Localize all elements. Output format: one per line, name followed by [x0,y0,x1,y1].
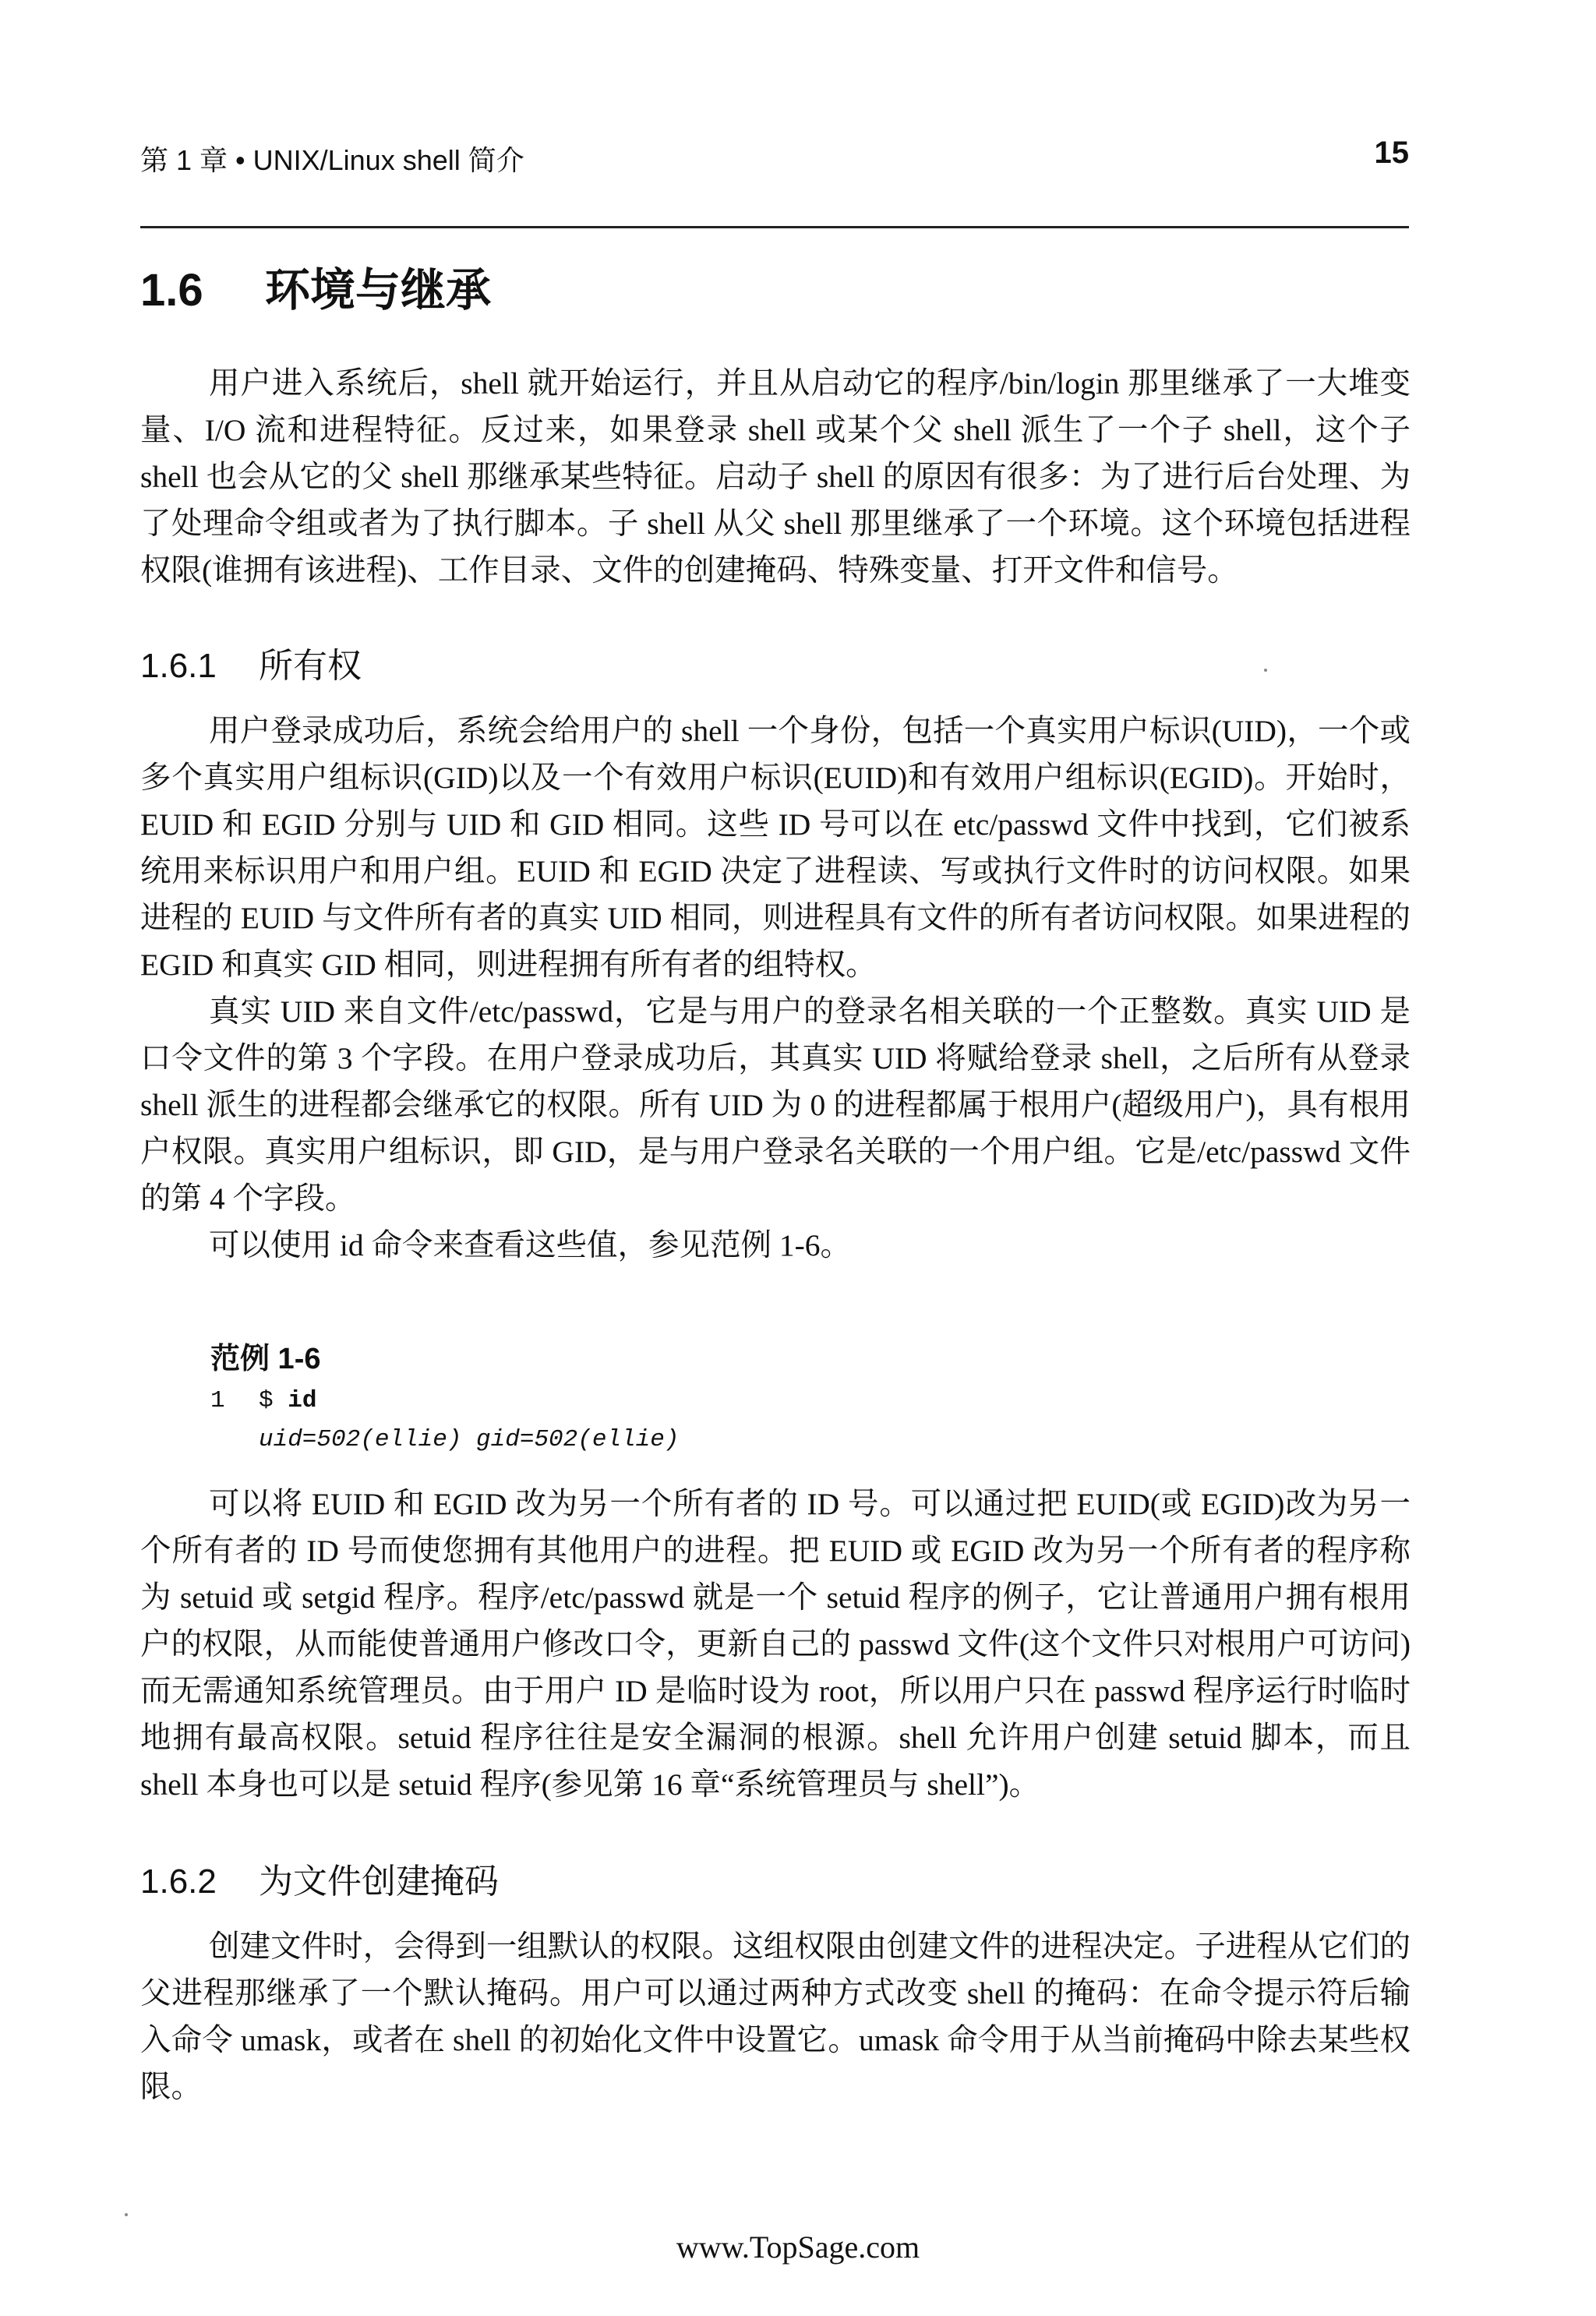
section-intro-paragraph: 用户进入系统后，shell 就开始运行，并且从启动它的程序/bin/login 那里继承了一大堆变量、I/O 流和进程特征。反过来，如果登录 shell 或某个父 shell 派生了一个子 shell，这个子 shell 也会从它的父 shell 那继承某些特征。启动子 shell 的原因有很多：为了进行后台处理、为了处理命令组或者为了执行脚本。子 shell 从父 shell 那里继承了一个环境。这个环境包括进程权限(谁拥有该进程)、工作目录、文件的创建掩码、特殊变量、打开文件和信号。 [140,366,1411,588]
ownership-paragraph-2: 真实 UID 来自文件/etc/passwd，它是与用户的登录名相关联的一个正整数。真实 UID 是口令文件的第 3 个字段。在用户登录成功后，其真实 UID 将赋给登录 shell，之后所有从登录 shell 派生的进程都会继承它的权限。所有 UID 为 0 的进程都属于根用户(超级用户)，具有根用户权限。真实用户组标识，即 GID，是与用户登录名关联的一个用户组。它是/etc/passwd 文件的第 4 个字段。 [140,994,1411,1216]
setuid-paragraph: 可以将 EUID 和 EGID 改为另一个所有者的 ID 号。可以通过把 EUID(或 EGID)改为另一个所有者的 ID 号而使您拥有其他用户的进程。把 EUID 或 EGID 改为另一个所有者的程序称为 setuid 或 setgid 程序。程序/etc/passwd 就是一个 setuid 程序的例子，它让普通用户拥有根用户的权限，从而能使普通用户修改口令，更新自己的 passwd 文件(这个文件只对根用户可访问)而无需通知系统管理员。由于用户 ID 是临时设为 root，所以用户只在 passwd 程序运行时临时地拥有最高权限。setuid 程序往往是安全漏洞的根源。shell 允许用户创建 setuid 脚本，而且 shell 本身也可以是 setuid 程序(参见第 16 章“系统管理员与 shell”)。 [140,1487,1411,1802]
subsection-number: 1.6.2 [140,1862,217,1901]
scan-speck [1264,669,1267,672]
scan-speck [125,2213,128,2216]
ownership-paragraph-3: 可以使用 id 命令来查看这些值，参见范例 1-6。 [209,1228,852,1262]
header-rule [140,226,1409,228]
running-head [140,136,1409,185]
subsection-title: 为文件创建掩码 [259,1862,499,1901]
code-line-number: 1 [210,1387,225,1414]
subsection-heading-ownership [140,637,362,687]
subsection-title: 所有权 [259,647,362,685]
ownership-paragraph-1: 用户登录成功后，系统会给用户的 shell 一个身份，包括一个真实用户标识(UID)，一个或多个真实用户组标识(GID)以及一个有效用户标识(EUID)和有效用户组标识(EGID)。开始时，EUID 和 EGID 分别与 UID 和 GID 相同。这些 ID 号可以在 etc/passwd 文件中找到，它们被系统用来标识用户和用户组。EUID 和 EGID 决定了进程读、写或执行文件时的访问权限。如果进程的 EUID 与文件所有者的真实 UID 相同，则进程具有文件的所有者访问权限。如果进程的 EGID 和真实 GID 相同，则进程拥有所有者的组特权。 [140,714,1411,982]
example-output-line: uid=502(ellie) gid=502(ellie) [259,1426,680,1453]
subsection-heading-umask [140,1853,499,1903]
section-number: 1.6 [140,265,203,316]
subsection-number: 1.6.1 [140,647,217,685]
example-title: 范例 1-6 [210,1343,321,1375]
shell-command: id [288,1387,317,1414]
chapter-title: 第 1 章 • UNIX/Linux shell 简介 [140,144,524,176]
footer-site: www.TopSage.com [676,2230,920,2265]
page-number: 15 [1374,136,1409,170]
section-title: 环境与继承 [265,265,492,316]
section-heading [140,253,491,319]
example-command-line [210,1387,316,1414]
shell-prompt: $ [259,1387,288,1414]
umask-paragraph: 创建文件时，会得到一组默认的权限。这组权限由创建文件的进程决定。子进程从它们的父进程那继承了一个默认掩码。用户可以通过两种方式改变 shell 的掩码：在命令提示符后输入命令 umask，或者在 shell 的初始化文件中设置它。umask 命令用于从当前掩码中除去某些权限。 [140,1929,1411,2104]
